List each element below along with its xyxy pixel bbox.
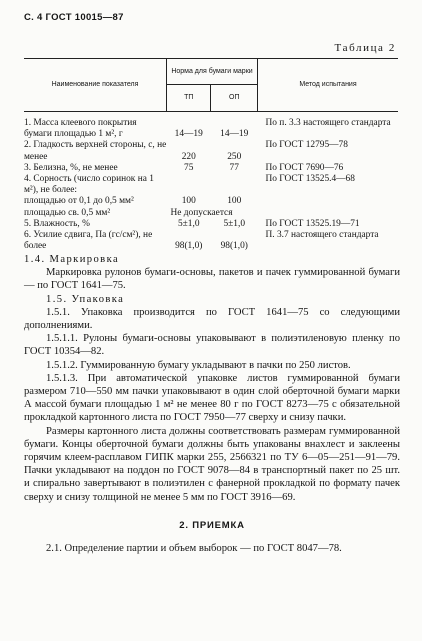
table-row: 3. Белизна, %, не менее 75 77 По ГОСТ 7690—76 (24, 162, 344, 173)
header-op: ОП (211, 85, 258, 112)
paragraph: 1.5.1. Упаковка производится по ГОСТ 1641—75 со следующими дополнениями. (24, 306, 400, 332)
table-row: площадью от 0,1 до 0,5 мм² 100 100 (24, 196, 242, 207)
paragraph: Маркировка рулонов бумаги-основы, пакетов и пачек гуммированной бумаги — по ГОСТ 1641—75. (24, 267, 400, 292)
table-row: 5. Влажность, % 5±1,0 5±1,0 По ГОСТ 13525.19—71 (24, 218, 360, 229)
header-method: Метод испытания (258, 59, 399, 112)
table-row: 4. Сорность (число соринок на 1 м²), не более: По ГОСТ 13525.4—68 (24, 174, 355, 196)
paragraph: 2.1. Определение партии и объем выборок — по ГОСТ 8047—78. (46, 543, 342, 555)
page-header: С. 4 ГОСТ 10015—87 (24, 12, 124, 23)
paragraph: 1.5.1.3. При автоматической упаковке листов гуммированной бумаги размером 710—550 мм пачки упаковывают в один слой оберточной бумаги марки А массой бумаги площадью 1 м² не менее 80 г по ГОСТ 8273—75 с обязательной прокладкой картонного листа по ГОСТ 7950—77 сверху и снизу пачки. (24, 372, 400, 424)
document-body (24, 253, 400, 555)
section-title-packing: 1.5. Упаковка (46, 293, 125, 305)
paragraph: 1.5.1.1. Рулоны бумаги-основы упаковывают в полиэтиленовую пленку по ГОСТ 10354—82. (24, 333, 400, 358)
table-row: площадью св. 0,5 мм² Не допускается (24, 207, 233, 218)
section-title-marking: 1.4. Маркировка (24, 254, 120, 265)
header-norm: Норма для бумаги марки (167, 59, 258, 85)
norms-table (24, 58, 398, 252)
table-row: 1. Массa клеевого покрытия бумаги площадью 1 м², г 14—19 14—19 По п. 3.3 настоящего стандарта (24, 118, 391, 140)
table-caption: Таблица 2 (334, 42, 396, 54)
paragraph: 1.5.1.2. Гуммированную бумагу укладывают в пачки по 250 листов. (46, 359, 351, 371)
table-row: 6. Усилие сдвига, Па (гс/см²), не более 98(1,0) 98(1,0) П. 3.7 настоящего стандарта (24, 230, 379, 252)
section-title-acceptance: 2. ПРИЕМКА (179, 519, 245, 531)
header-tp: ТП (167, 85, 211, 112)
paragraph: Размеры картонного листа должны соответствовать размерам гуммированной бумаги. Концы оберточной бумаги должны быть упакованы внахлест и заклеены горячим клеем-расплавом ГИПК марки 255, 2566321 по ТУ 6—05—251—91—79. Пачки укладывают на поддон по ГОСТ 9078—84 в транспортный пакет по 25 шт. и спирально завертывают в полиэтилен с фанерной прокладкой по формату пачек сверху и снизу толщиной не менее 5 мм по ГОСТ 3916—69. (24, 425, 400, 503)
header-name: Наименование показателя (24, 59, 167, 112)
table-row: 2. Гладкость верхней стороны, с, не менее 220 250 По ГОСТ 12795—78 (24, 140, 348, 162)
